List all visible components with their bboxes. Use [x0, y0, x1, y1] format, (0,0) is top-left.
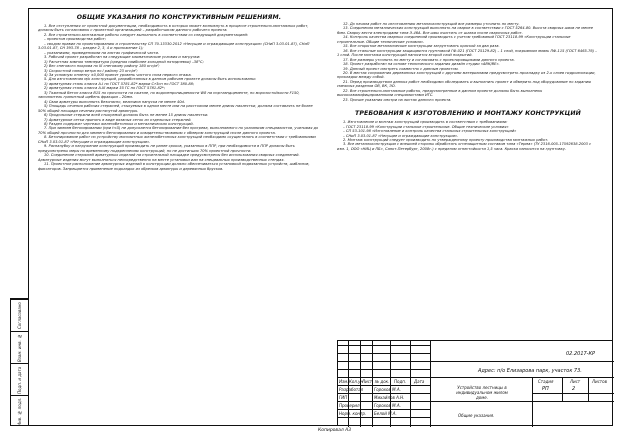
general-notes-list	[38, 24, 320, 171]
general-note-item: 14. Контроль качества сварных соединений производить с учетом требований ГОСТ 23118-99 «Конструкции стальные строительные. Общие технические условия».	[337, 35, 571, 44]
requirement-item: 3. Все металлоконструкции с внешней стороны обработать огнезащитным составом типа «Терма» (ТУ 2316-005-17592638-2003 с изм. 1, ООО «НИЦ и ПБ», Санкт-Петербург, 2008г.) с пределом огнестойкости 1,5 часа. Краска наносится на грунтовку.	[337, 142, 592, 151]
general-note-item: 13. Соединения металлических конструкций выполнять на сварке в соответствии с ГОСТ 5264-80. Высота сварных швов не менее 6мм. Сварку вести электродами типа Э-46А. Все швы очистить от шлака после сварочных работ.	[337, 26, 593, 35]
requirement-item: 1. Изготовление и монтаж конструкций производить в соответствии с требованиями:	[343, 120, 508, 125]
installation-requirements-title: ТРЕБОВАНИЯ К ИЗГОТОВЛЕНИЮ И МОНТАЖУ КОНСТРУКЦИЙ	[355, 110, 581, 118]
general-note-item: 5. Для изготовления м/к конструкций, разработанных в данном рабочем проекте должны быть использованы:	[44, 77, 257, 82]
general-note-item: 1. Все отступления от проектной документации, необходимость в которых может возникнуть в процессе строительно-монтажных работ, должны быть согласованы с проектной организацией – разработчиком данного рабочего проекта.	[38, 24, 309, 33]
format-label: Копировал А3	[318, 428, 352, 433]
general-note-item: 6) Продольные стержни всей стыкуемой должны быть не менее 15 длины нахлестки.	[44, 113, 209, 118]
general-note-item: 2. Все строительно-монтажные работы следует выполнять в соответствии со следующей документацией:	[44, 32, 249, 37]
project-address: Адрес: п/о Елизарова парк, участок 73.	[478, 368, 582, 374]
change-header-sign: Подп.	[394, 379, 407, 384]
general-note-item: 16. Все стальные конструкции защищаются грунтовкой ГФ-021 (ГОСТ 25129-82) – 1 слой, покрывным эмаль ПФ-115 (ГОСТ 6465-76) – 1 слой. После монтажа конструкций наносится второй слой покрытий.	[337, 48, 597, 58]
change-header-doc: № док.	[375, 379, 390, 384]
general-note-item: – проектом производства работ;	[44, 37, 106, 42]
general-note-item: 18. Проект разработан на основе технического задания дизайн студии «АВК/ВЕ».	[343, 62, 500, 67]
general-note-item: 2) Вес снегового покрова по III снеговому району 180 кгс/м²;	[44, 64, 160, 69]
document-code: 02.2017-КР	[566, 351, 596, 357]
name-norm-control: Белой М.А.	[374, 411, 397, 416]
general-note-item: – указаниями, приведенными на листах графической части.	[44, 50, 160, 55]
general-note-item: 3) Тяжелый бетон класса В15 по прочности на сжатие, по водонепроницаемости W8 на портландцементе, по морозостойкости F150, заполнитель гранитный щебень фракции – 20мм.	[38, 90, 300, 100]
change-header-date: Дата	[414, 379, 425, 384]
general-note-item: 1) арматурная сталь класса А-I по ГОСТ 5781-82* марки Ст3сп по ГОСТ 380-88;	[44, 81, 195, 86]
title-block	[337, 340, 613, 426]
general-notes-continuation-list	[337, 22, 599, 102]
general-note-item: – сводом правил по проектированию и строительству СП 70.13330.2012 «Несущие и ограждающие конструкции» (СНиП 3.03.01-87), СНиП 3.03.01-87, СН 393-78 – раздел 2, 3, 4 и приложение 1);	[38, 41, 310, 51]
requirement-item: – ГОСТ 23118-99 «Конструкции стальные строительные. Общие технические условия»	[343, 124, 509, 129]
stage-header: Стадия	[538, 379, 554, 384]
general-note-item: 20. В местах сопряжения деревянных конструкций с другими материалами предусмотреть прокладку из 2-х слоев гидроизоляции, прокладки между собой.	[337, 70, 596, 80]
general-note-item: 23. Прочие указания смотри на листах данного проекта.	[343, 97, 452, 102]
general-note-item: 17. Все размеры уточнить по месту и согласовать с проектировщиками данного проекта.	[343, 57, 515, 62]
side-label-signature-date: Подп. и дата	[17, 366, 22, 394]
general-note-item: 4) Сваи арматуры выполнить безопасно, величина напуска не менее 40d.	[44, 99, 185, 104]
general-note-item: 4) За условную отметку ±0,000 принят уровень чистого пола первого этажа.	[44, 72, 192, 77]
sheets-header: Листов	[592, 379, 607, 384]
general-note-item: 3. Рабочий проект разработан на следующие климатические условия и нагрузки:	[44, 55, 201, 60]
general-note-item: 8) Раздел содержит чертежи железобетонных и металлических конструкций.	[44, 121, 194, 126]
installation-requirements-list	[337, 120, 599, 151]
change-header-list: Лист	[362, 379, 373, 384]
project-name: Устройство лестницы в индивидуальном жилом доме.	[456, 385, 508, 400]
change-header-kol: Кол.уч	[349, 379, 363, 384]
general-note-item: 9. Распалубку и нагружение конструкций производить не ранее сроков, указанных в ППР, при необходимости в ППР должны быть предусмотрены меры по временному подкреплению конструкций, но не достигших 70% проектной прочности.	[38, 144, 295, 153]
general-note-item: 19. Данный проект смотреть совместно с данным проектом.	[343, 66, 459, 71]
requirement-item: – СП 53-101-98 «Изготовление и контроль качества стальных строительных конструкций»	[343, 129, 517, 134]
name-developer: Горохов М.А.	[374, 387, 401, 392]
general-note-item: 8. Бетонирование работ по устройству монолитных железобетонных конструкций необходимо осуществлять в соответствии с требованиями СНиП 3.03.01-87 «Несущие и ограждающие конструкции».	[38, 135, 316, 144]
side-label-replacement: Взам. инв. №	[17, 334, 22, 362]
notes-continuation-column	[337, 22, 599, 151]
role-checker: Проверил	[339, 403, 360, 408]
requirement-item: 2. Монтаж конструкций следует производить по утвержденному проекту производства монтажных работ.	[343, 137, 549, 142]
general-note-item: 21. Перед производством данных работ необходимо обследовать и выполнить проект и обмерить под оборудование по заданию смежных разделов ОВ, ВК, ЭО.	[337, 79, 592, 89]
requirement-item: – СНиП 3.03.01-87 «Несущие и ограждающие конструкции».	[343, 133, 459, 138]
general-note-item: 11. Проектное расположение арматурных изделий в конструкции должно обеспечиваться установкой подвязанных устройств, шаблонов, фиксаторов. Запрещается применение подкладок из обрезков арматуры и деревянных брусков.	[38, 162, 310, 171]
general-note-item: 22. Все строительно-монтажные работы, предусмотренные в данном проекте должны быть выполнены высококвалифицированными специалистами ИТС.	[337, 88, 543, 98]
general-notes-column	[38, 14, 320, 171]
general-note-item: 12. До начала работ по изготовлению металлоконструкций все размеры уточнить по месту.	[343, 22, 520, 26]
sheet-value: 2	[572, 386, 576, 392]
role-norm-control: Норм. контр.	[339, 411, 367, 416]
general-note-item: 5) Площадь сечения рабочих стержней, стыкуемых в одном месте или на расстоянии менее длины нахлестки, должна составлять не более 50% общей площади сечения растянутой арматуры.	[38, 104, 313, 113]
general-note-item: 10. Соединение стержней арматурных изделий на строительной площадке предусмотрены без использования сварных соединений. Арматурные изделия могут выполняться непосредственно на месте установки или на специальных производственных стендах.	[38, 153, 300, 162]
role-developer: Разработал	[339, 387, 364, 392]
change-header-izm: Изм.	[339, 379, 349, 384]
side-label-approved: Согласовано	[17, 302, 22, 330]
sheet-header: Лист	[570, 379, 581, 384]
name-checker: Горохов М.А.	[374, 403, 401, 408]
general-note-item: 7) Арматурные сетки принять в виде вязаных сеток из отдельных стержней.	[44, 117, 192, 122]
sheet-title: Общие указания.	[458, 413, 495, 418]
general-note-item: 1) Расчетная зимняя температура (средняя наиболее холодной пятидневки) –38°С;	[44, 59, 204, 64]
stage-value: РП	[542, 386, 549, 392]
side-label-inventory: Инв. № подл.	[17, 397, 22, 427]
role-gip: ГИП	[339, 395, 348, 400]
general-note-item: 3) Скоростной напор ветра по I району 23 кгс/м²;	[44, 68, 138, 73]
general-note-item: 7. При зимнем бетонировании (при t<5) не допускается бетонирование без прогрева, выполняемого по указаниям специалистов, учитывая до 70% общей прочности для зимнего бетонирования и освидетельствованию с обмером конструкций после данного проекта.	[38, 126, 319, 135]
general-note-item: 15. Все открытые металлические конструкции загрунтовать краской за два раза.	[343, 44, 500, 49]
general-notes-title: ОБЩИЕ УКАЗАНИЯ ПО КОНСТРУКТИВНЫМ РЕШЕНИЯМ.	[76, 14, 282, 21]
side-approval-strip	[10, 298, 28, 426]
name-gip: Михайлов А.Н.	[374, 395, 405, 400]
general-note-item: 2) арматурная сталь класса А-III марки 35 ГС по ГОСТ 5781-82*;	[44, 86, 166, 91]
